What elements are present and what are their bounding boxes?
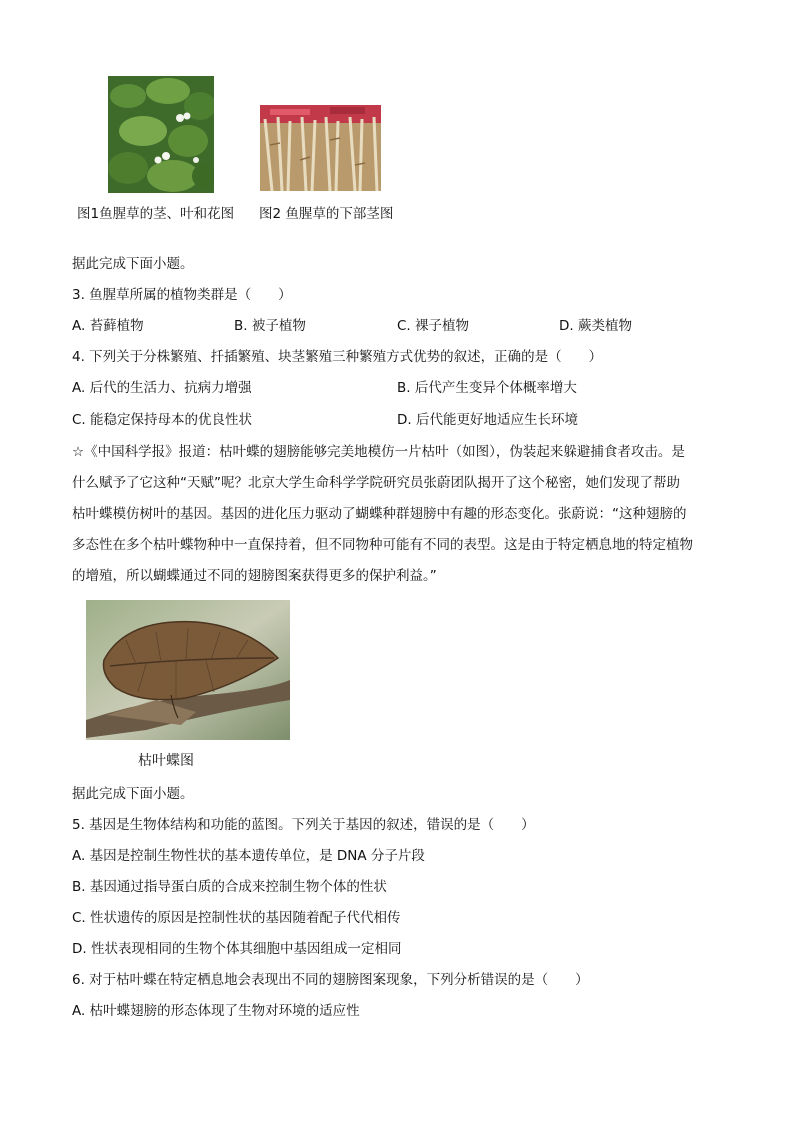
question-5-option-d: D. 性状表现相同的生物个体其细胞中基因组成一定相同 <box>72 941 402 957</box>
question-3-stem: 3. 鱼腥草所属的植物类群是（ ） <box>72 287 292 303</box>
butterfly-caption: 枯叶蝶图 <box>138 753 194 769</box>
question-6-option-a: A. 枯叶蝶翅膀的形态体现了生物对环境的适应性 <box>72 1003 360 1019</box>
roots-illustration <box>260 105 381 191</box>
passage-line-1: ☆《中国科学报》报道：枯叶蝶的翅膀能够完美地模仿一片枯叶（如图），伪装起来躲避捕食者攻击。是 <box>72 444 685 460</box>
figure-plant-leaves-flowers <box>108 76 214 193</box>
passage-line-2: 什么赋予了它这种“天赋”呢？北京大学生命科学学院研究员张蔚团队揭开了这个秘密，她们发现了帮助 <box>72 475 680 491</box>
question-3-option-a: A. 苔藓植物 <box>72 318 144 334</box>
intro-text-2: 据此完成下面小题。 <box>72 786 194 802</box>
plant-illustration <box>108 76 214 193</box>
question-5-option-b: B. 基因通过指导蛋白质的合成来控制生物个体的性状 <box>72 879 387 895</box>
intro-text-1: 据此完成下面小题。 <box>72 256 194 272</box>
passage-line-4: 多态性在多个枯叶蝶物种中一直保持着，但不同物种可能有不同的表型。这是由于特定栖息地的特定植物 <box>72 537 693 553</box>
question-6-stem: 6. 对于枯叶蝶在特定栖息地会表现出不同的翅膀图案现象，下列分析错误的是（ ） <box>72 972 589 988</box>
passage-line-5: 的增殖，所以蝴蝶通过不同的翅膀图案获得更多的保护利益。” <box>72 568 437 584</box>
question-3-option-b: B. 被子植物 <box>234 318 306 334</box>
question-3-option-c: C. 裸子植物 <box>397 318 470 334</box>
question-4-option-c: C. 能稳定保持母本的优良性状 <box>72 412 253 428</box>
question-4-option-b: B. 后代产生变异个体概率增大 <box>397 380 577 396</box>
figure-lower-stems <box>260 105 381 191</box>
passage-line-3: 枯叶蝶模仿树叶的基因。基因的进化压力驱动了蝴蝶种群翅膀中有趣的形态变化。张蔚说：“这种翅膀的 <box>72 506 687 522</box>
question-4-option-d: D. 后代能更好地适应生长环境 <box>397 412 578 428</box>
question-5-option-a: A. 基因是控制生物性状的基本遗传单位，是 DNA 分子片段 <box>72 848 425 864</box>
question-4-option-a: A. 后代的生活力、抗病力增强 <box>72 380 252 396</box>
butterfly-illustration <box>86 600 290 740</box>
question-4-stem: 4. 下列关于分株繁殖、扦插繁殖、块茎繁殖三种繁殖方式优势的叙述，正确的是（ ） <box>72 349 603 365</box>
question-5-stem: 5. 基因是生物体结构和功能的蓝图。下列关于基因的叙述，错误的是（ ） <box>72 817 535 833</box>
figure2-caption: 图2 鱼腥草的下部茎图 <box>259 206 394 222</box>
figure1-caption: 图1鱼腥草的茎、叶和花图 <box>77 206 235 222</box>
figure-leaf-butterfly <box>86 600 290 740</box>
question-3-option-d: D. 蕨类植物 <box>559 318 632 334</box>
question-5-option-c: C. 性状遗传的原因是控制性状的基因随着配子代代相传 <box>72 910 401 926</box>
